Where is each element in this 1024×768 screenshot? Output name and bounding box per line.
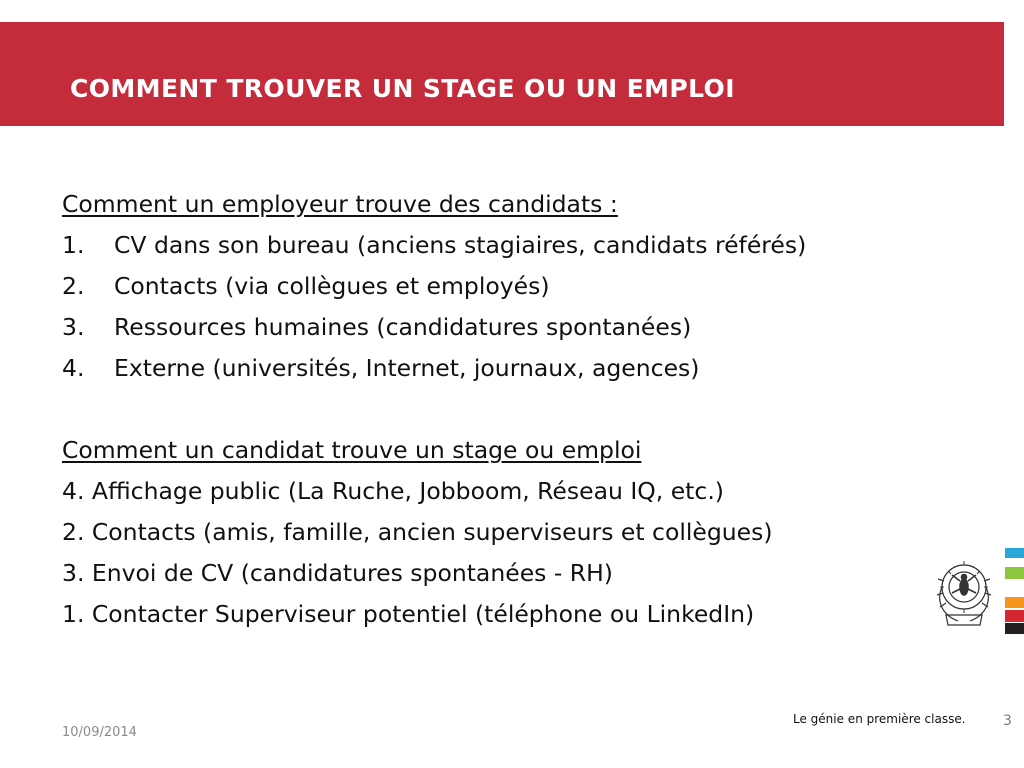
stripe-gap (1005, 622, 1024, 623)
list-item: 1. Contacter Superviseur potentiel (téléphone ou LinkedIn) (62, 600, 755, 628)
list-item: 2. Contacts (amis, famille, ancien superviseurs et collègues) (62, 518, 773, 546)
list-item-number: 1. (62, 231, 85, 259)
stripe-blue (1005, 548, 1024, 558)
list-item (62, 348, 806, 389)
list-item (62, 307, 806, 348)
stripe-black (1005, 623, 1024, 634)
stripe-gap (1005, 558, 1024, 567)
list-item (62, 266, 806, 307)
polytechnique-logo-icon (928, 553, 1000, 631)
footer-slogan: Le génie en première classe. (793, 712, 966, 726)
list-item-text: CV dans son bureau (anciens stagiaires, candidats référés) (114, 231, 807, 259)
stripe-gap (1005, 608, 1024, 610)
list-item-number: 4. (62, 354, 85, 382)
stripe-gap (1005, 579, 1024, 597)
page-number: 3 (1003, 713, 1012, 729)
polytechnique-logo (928, 553, 1000, 631)
list-item: 4. Affichage public (La Ruche, Jobboom, Réseau IQ, etc.) (62, 477, 724, 505)
list-item-text: Externe (universités, Internet, journaux, agences) (114, 354, 700, 382)
list-item-text: Ressources humaines (candidatures spontanées) (114, 313, 692, 341)
list-item-number: 3. (62, 313, 85, 341)
stripe-green (1005, 567, 1024, 579)
footer-date: 10/09/2014 (62, 725, 137, 740)
list-item-text: Contacts (via collègues et employés) (114, 272, 550, 300)
stripe-red (1005, 610, 1024, 622)
brand-color-stripes (1005, 548, 1024, 634)
section-heading-employer: Comment un employeur trouve des candidats : (62, 190, 618, 218)
slide-body (62, 184, 806, 635)
slide-title: COMMENT TROUVER UN STAGE OU UN EMPLOI (70, 74, 735, 103)
list-item: 3. Envoi de CV (candidatures spontanées - RH) (62, 559, 613, 587)
stripe-orange (1005, 597, 1024, 608)
section-heading-candidate: Comment un candidat trouve un stage ou emploi (62, 436, 642, 464)
list-item-number: 2. (62, 272, 85, 300)
section-spacer (62, 389, 806, 430)
list-item (62, 225, 806, 266)
